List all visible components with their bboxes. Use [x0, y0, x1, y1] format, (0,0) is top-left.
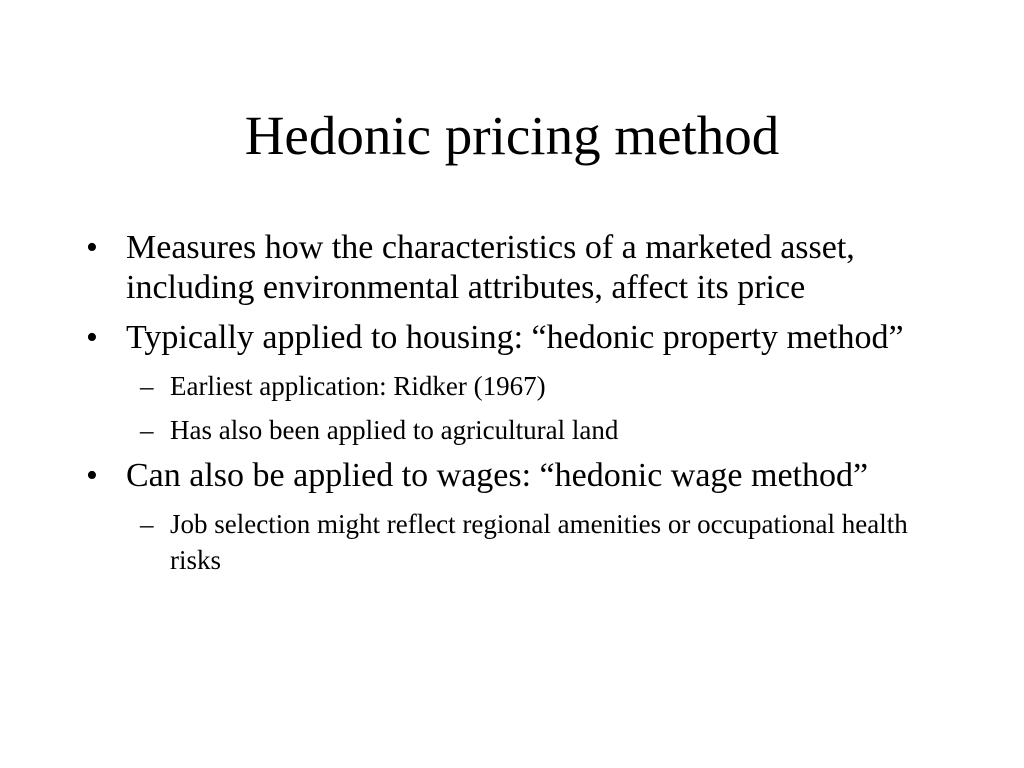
bullet-item — [80, 228, 960, 308]
bullet-marker: • — [86, 319, 98, 356]
bullet-marker: • — [86, 229, 98, 266]
bullet-marker: • — [86, 457, 98, 494]
sub-bullet-marker: – — [140, 509, 154, 539]
sub-bullet-text: Earliest application: Ridker (1967) — [170, 371, 546, 401]
bullet-text: Can also be applied to wages: “hedonic wage method” — [126, 457, 869, 494]
slide-title: Hedonic pricing method — [244, 105, 780, 166]
sub-bullet-text: Job selection might reflect regional amenities or occupational health risks — [170, 509, 908, 575]
sub-bullet-item — [80, 368, 960, 404]
bullet-text: Measures how the characteristics of a marketed asset, including environmental attributes, affect its price — [126, 229, 855, 306]
sub-bullet-marker: – — [140, 371, 154, 401]
bullet-item — [80, 318, 960, 358]
sub-bullet-item — [80, 506, 960, 578]
bullet-list — [80, 228, 960, 586]
bullet-text: Typically applied to housing: “hedonic property method” — [126, 319, 904, 356]
sub-bullet-text: Has also been applied to agricultural land — [170, 415, 619, 445]
sub-bullet-marker: – — [140, 415, 154, 445]
bullet-item — [80, 456, 960, 496]
sub-bullet-item — [80, 412, 960, 448]
